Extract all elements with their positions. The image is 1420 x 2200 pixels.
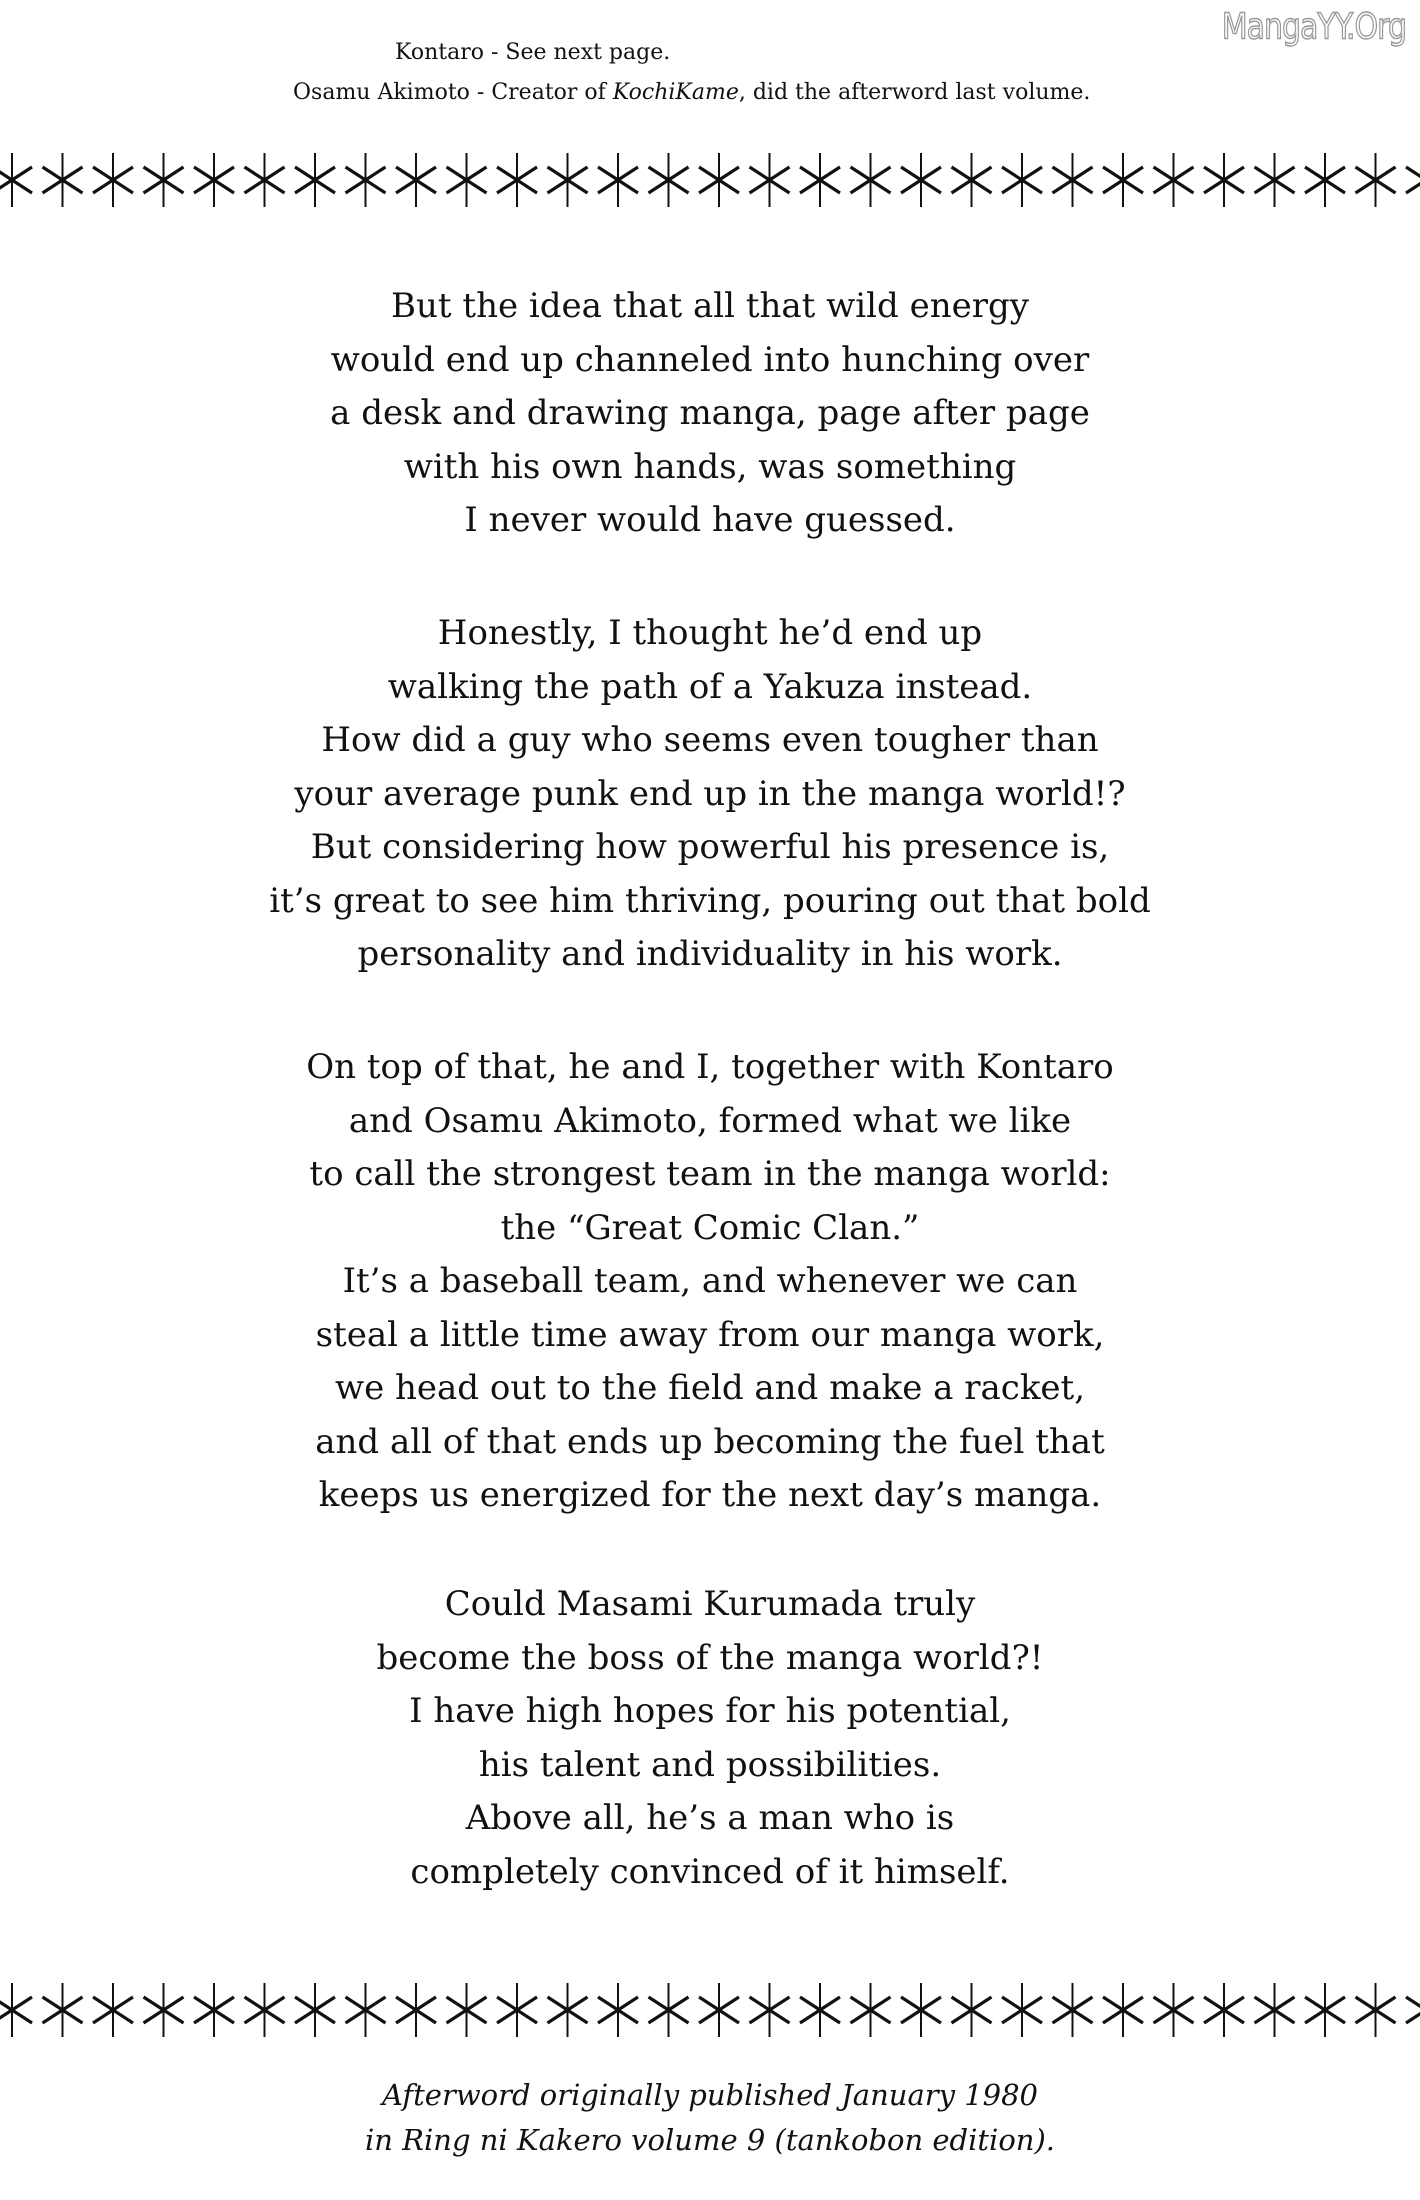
asterisk-icon [598, 1983, 638, 2037]
text-line: steal a little time away from our manga work, [315, 1314, 1105, 1355]
paragraph-2 [0, 607, 1420, 982]
asterisk-icon [699, 153, 739, 207]
asterisk-icon [1053, 1983, 1093, 2037]
asterisk-icon [497, 1983, 537, 2037]
asterisk-icon [649, 1983, 689, 2037]
asterisk-icon [1305, 153, 1345, 207]
asterisk-icon [851, 153, 891, 207]
asterisk-icon [1154, 153, 1194, 207]
asterisk-icon [346, 1983, 386, 2037]
asterisk-icon [447, 153, 487, 207]
paragraph-4 [0, 1578, 1420, 1899]
text-line: But considering how powerful his presence is, [310, 827, 1110, 867]
text-line: your average punk end up in the manga world!? [294, 773, 1126, 814]
asterisk-icon [952, 1983, 992, 2037]
asterisk-icon [497, 153, 537, 207]
asterisk-icon [1356, 153, 1396, 207]
text-line: with his own hands, was something [403, 446, 1017, 487]
text-line: to call the strongest team in the manga world: [309, 1154, 1111, 1194]
asterisk-icon [245, 1983, 285, 2037]
text-line: Honestly, I thought he’d end up [437, 613, 983, 653]
text-line: walking the path of a Yakuza instead. [387, 666, 1033, 707]
asterisk-icon [1103, 1983, 1143, 2037]
asterisk-icon [295, 1983, 335, 2037]
asterisk-icon [1002, 153, 1042, 207]
text-line: completely convinced of it himself. [410, 1851, 1010, 1892]
paragraph-3 [0, 1041, 1420, 1523]
text-line: it’s great to see him thriving, pouring out that bold [269, 880, 1151, 921]
asterisk-icon [295, 153, 335, 207]
asterisk-divider-bottom [0, 1980, 1420, 2040]
asterisk-icon [1204, 153, 1244, 207]
asterisk-icon [1053, 153, 1093, 207]
asterisk-icon [144, 1983, 184, 2037]
text-line: the “Great Comic Clan.” [500, 1207, 920, 1248]
asterisk-icon [750, 153, 790, 207]
asterisk-icon [1154, 1983, 1194, 2037]
asterisk-icon [194, 153, 234, 207]
asterisk-icon [0, 1983, 32, 2037]
text-line: and all of that ends up becoming the fuel that [315, 1421, 1105, 1462]
asterisk-icon [901, 153, 941, 207]
note-kontaro: Kontaro - See next page. [395, 40, 671, 65]
text-line: Could Masami Kurumada truly [444, 1584, 976, 1624]
text-line: a desk and drawing manga, page after page [330, 393, 1090, 433]
asterisk-icon [43, 1983, 83, 2037]
asterisk-icon [800, 1983, 840, 2037]
text-line: On top of that, he and I, together with Kontaro [306, 1047, 1114, 1087]
text-line: and Osamu Akimoto, formed what we like [348, 1100, 1072, 1141]
asterisk-icon [194, 1983, 234, 2037]
text-line: Above all, he’s a man who is [465, 1798, 955, 1838]
asterisk-icon [144, 153, 184, 207]
note-akimoto-prefix: Osamu Akimoto - Creator of [293, 80, 613, 105]
asterisk-icon [93, 153, 133, 207]
asterisk-icon [43, 153, 83, 207]
asterisk-icon [1406, 153, 1420, 207]
text-line: How did a guy who seems even tougher than [321, 720, 1099, 760]
asterisk-icon [598, 153, 638, 207]
text-line: his talent and possibilities. [478, 1744, 942, 1785]
watermark: MangaYY.Org [1221, 6, 1406, 48]
text-line: I have high hopes for his potential, [409, 1691, 1011, 1731]
note-akimoto-suffix: , did the afterword last volume. [738, 80, 1091, 105]
asterisk-icon [548, 153, 588, 207]
asterisk-icon [699, 1983, 739, 2037]
asterisk-icon [346, 153, 386, 207]
text-line: become the boss of the manga world?! [376, 1637, 1044, 1678]
text-line: It’s a baseball team, and whenever we can [342, 1261, 1078, 1301]
text-line: keeps us energized for the next day’s manga. [318, 1475, 1102, 1515]
asterisk-icon [1002, 1983, 1042, 2037]
asterisk-icon [1103, 153, 1143, 207]
asterisk-icon [851, 1983, 891, 2037]
asterisk-icon [901, 1983, 941, 2037]
text-line: But the idea that all that wild energy [391, 286, 1029, 326]
asterisk-icon [649, 153, 689, 207]
asterisk-icon [800, 153, 840, 207]
asterisk-icon [0, 153, 32, 207]
footer-line: in Ring ni Kakero volume 9 (tankobon edition). [365, 2123, 1055, 2157]
text-line: I never would have guessed. [464, 500, 956, 540]
asterisk-icon [93, 1983, 133, 2037]
asterisk-divider-top [0, 150, 1420, 210]
asterisk-icon [952, 153, 992, 207]
footer-line: Afterword originally published January 1980 [381, 2078, 1038, 2112]
asterisk-icon [396, 1983, 436, 2037]
asterisk-icon [548, 1983, 588, 2037]
asterisk-icon [1204, 1983, 1244, 2037]
text-line: personality and individuality in his work. [357, 934, 1063, 974]
asterisk-icon [245, 153, 285, 207]
asterisk-icon [750, 1983, 790, 2037]
note-akimoto-title: KochiKame [612, 80, 739, 105]
asterisk-icon [1356, 1983, 1396, 2037]
asterisk-icon [1305, 1983, 1345, 2037]
asterisk-icon [1406, 1983, 1420, 2037]
text-line: we head out to the field and make a racket, [334, 1368, 1086, 1408]
publication-footer [0, 2073, 1420, 2163]
asterisk-icon [1255, 1983, 1295, 2037]
paragraph-1 [0, 280, 1420, 548]
text-line: would end up channeled into hunching over [330, 339, 1090, 380]
note-akimoto [293, 80, 1090, 105]
asterisk-icon [1255, 153, 1295, 207]
asterisk-icon [396, 153, 436, 207]
asterisk-icon [447, 1983, 487, 2037]
